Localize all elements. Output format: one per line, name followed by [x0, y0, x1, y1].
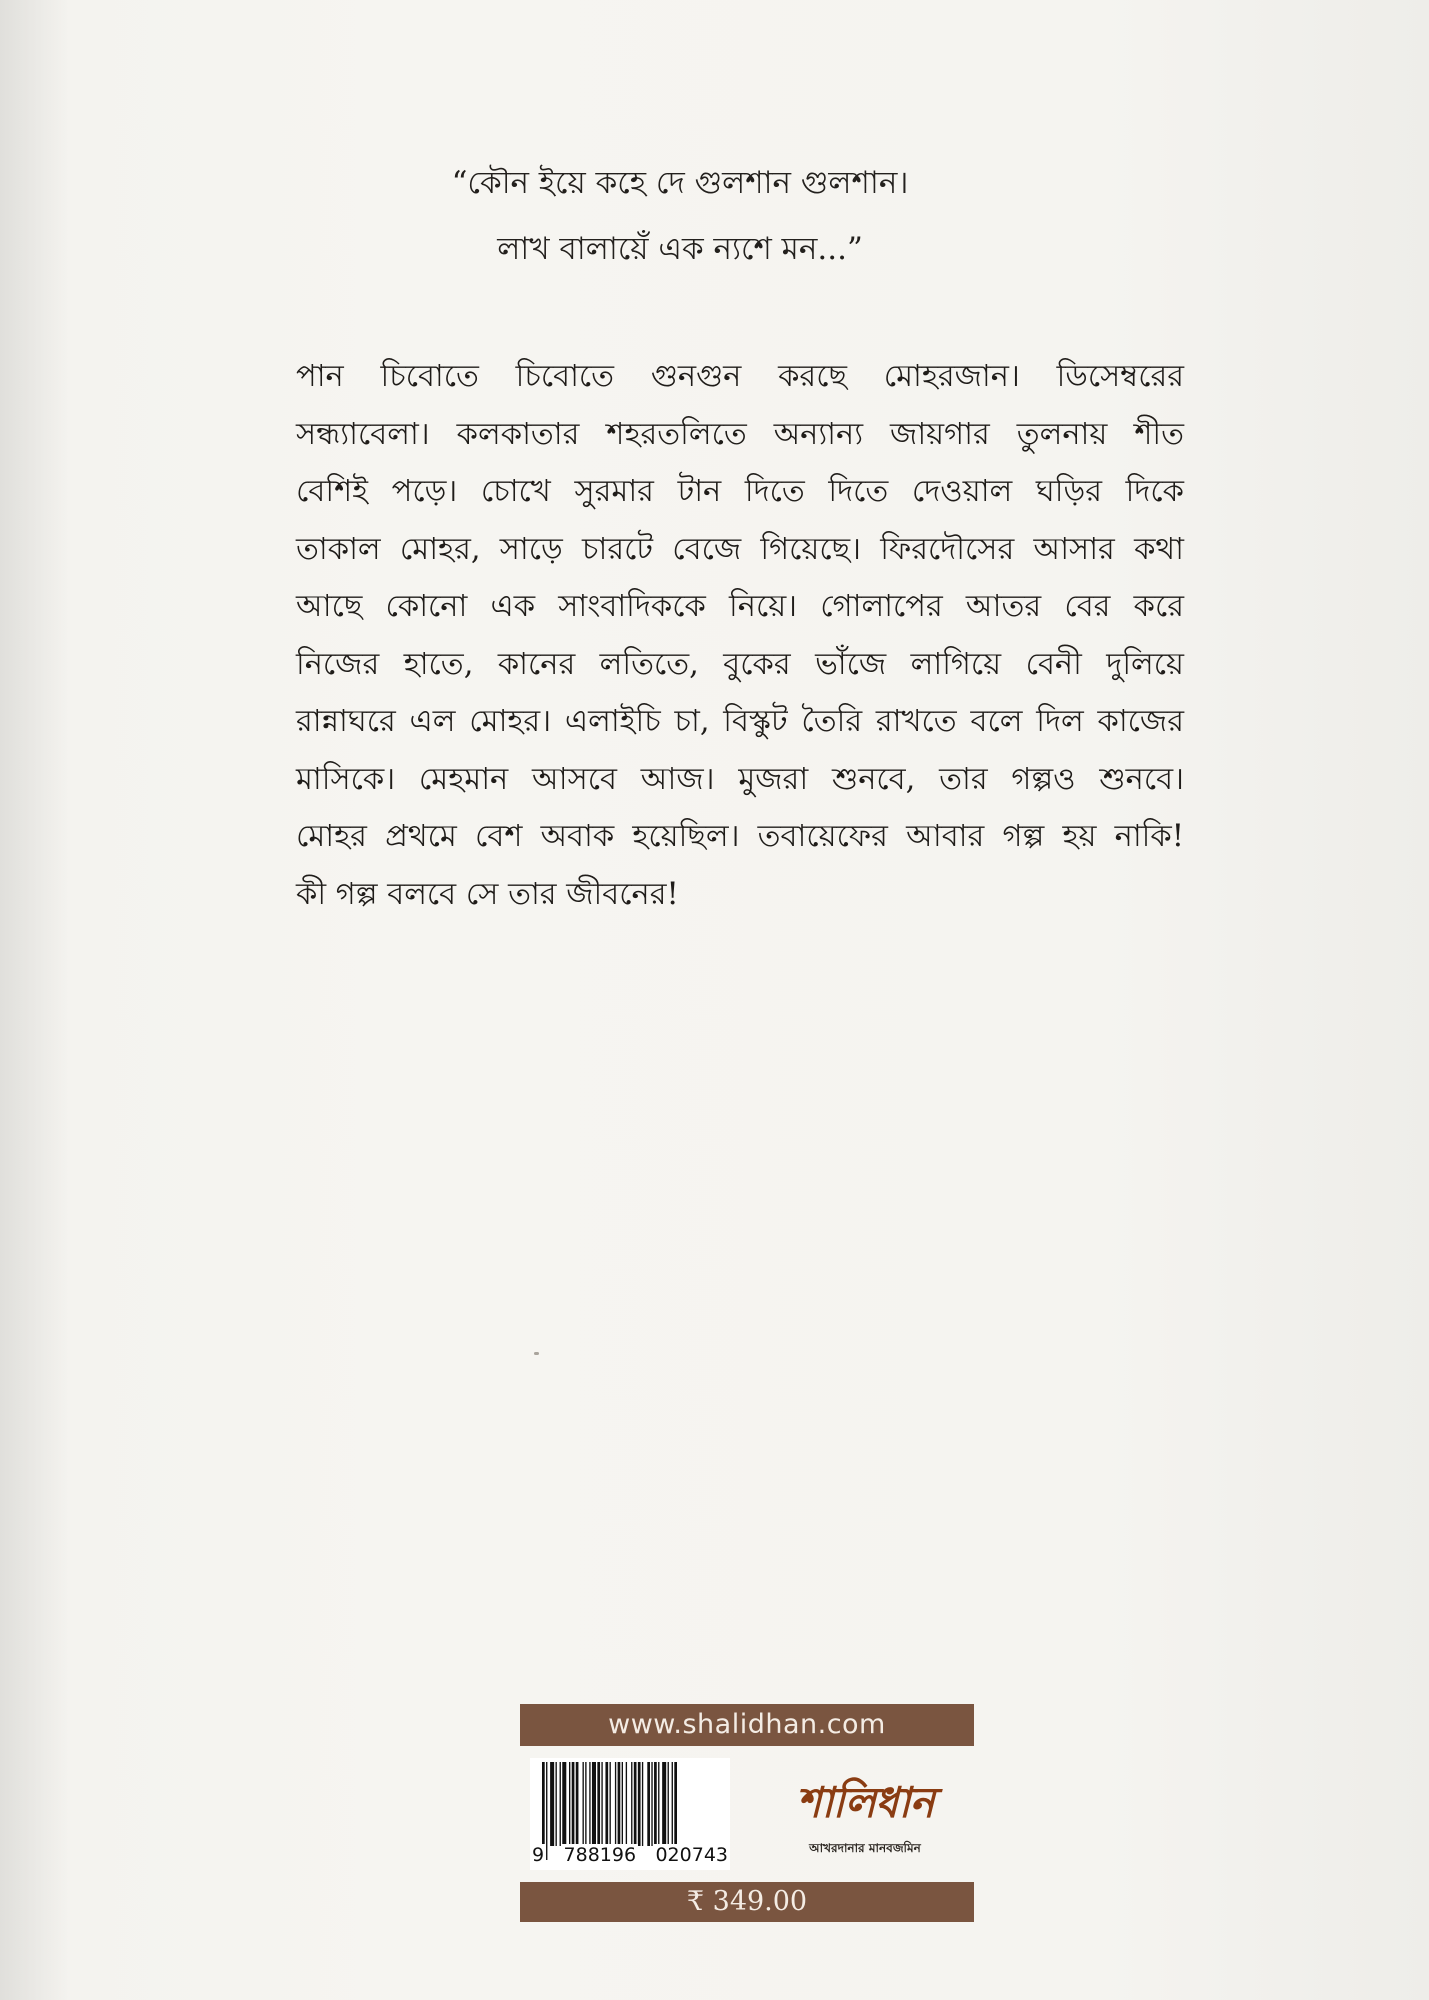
- isbn-barcode: [530, 1758, 730, 1870]
- barcode-bar: [569, 1762, 570, 1846]
- barcode-bar: [662, 1762, 666, 1846]
- barcode-bar: [618, 1762, 621, 1846]
- barcode-bar: [658, 1762, 659, 1846]
- barcode-bar: [562, 1762, 566, 1846]
- barcode-bar: [597, 1762, 600, 1846]
- blurb-line: নিজের হাতে, কানের লতিতে, বুকের ভাঁজে লাগিয়ে বেনী দুলিয়ে: [296, 646, 1184, 682]
- paper-speck: [534, 1352, 539, 1355]
- barcode-bar: [576, 1762, 579, 1846]
- blurb-line: রান্নাঘরে এল মোহর। এলাইচি চা, বিস্কুট তৈরি রাখতে বলে দিল কাজের: [296, 704, 1184, 739]
- barcode-bar: [626, 1762, 627, 1846]
- blurb-paragraph: [296, 348, 1184, 923]
- blurb-line: কী গল্প বলবে সে তার জীবনের!: [296, 876, 679, 912]
- barcode-bar: [601, 1762, 602, 1846]
- spine-shadow: [0, 0, 70, 2000]
- website-bar: www.shalidhan.com: [520, 1704, 974, 1746]
- barcode-bar: [634, 1762, 637, 1846]
- barcode-bar: [647, 1762, 650, 1846]
- isbn-number: [530, 1844, 730, 1866]
- isbn-digit-group: 9: [532, 1844, 545, 1866]
- price-bar: ₹ 349.00: [520, 1882, 974, 1922]
- blurb-line: বেশিই পড়ে। চোখে সুরমার টান দিতে দিতে দেওয়াল ঘড়ির দিকে: [296, 474, 1184, 509]
- barcode-bar: [592, 1762, 596, 1846]
- publisher-block: [520, 1704, 974, 1928]
- barcode-bar: [622, 1762, 623, 1846]
- barcode-bar: [560, 1762, 561, 1846]
- barcode-bar: [654, 1762, 657, 1846]
- barcode-bar: [642, 1762, 643, 1846]
- blurb-line: মাসিকে। মেহমান আসবে আজ। মুজরা শুনবে, তার গল্পও শুনবে।: [296, 761, 1184, 797]
- barcode-bar: [668, 1762, 669, 1846]
- blurb-line: আছে কোনো এক সাংবাদিককে নিয়ে। গোলাপের আতর বের করে: [296, 589, 1184, 624]
- blurb-line: সন্ধ্যাবেলা। কলকাতার শহরতলিতে অন্যান্য জায়গার তুলনায় শীত: [296, 416, 1184, 452]
- epigraph-line-1: “কৌন ইয়ে কহে দে গুলশান গুলশান।: [451, 165, 909, 201]
- publisher-tagline: আখরদানার মানবজমিন: [809, 1841, 921, 1855]
- publisher-logo-text: শালিধান: [796, 1778, 934, 1827]
- publisher-logo: [770, 1774, 960, 1864]
- barcode-bar: [651, 1762, 652, 1846]
- barcode-bar: [550, 1762, 554, 1846]
- barcode-bar: [615, 1762, 616, 1846]
- isbn-digit-group: 788196: [563, 1844, 637, 1866]
- barcode-bar: [631, 1762, 632, 1846]
- barcode-bar: [589, 1762, 590, 1846]
- epigraph: [300, 150, 1060, 282]
- barcode-bar: [583, 1762, 584, 1846]
- barcode-bar: [638, 1762, 641, 1846]
- blurb-line: পান চিবোতে চিবোতে গুনগুন করছে মোহরজান। ডিসেম্বরের: [296, 359, 1184, 394]
- barcode-bar: [572, 1762, 575, 1846]
- epigraph-line-2: লাখ বালায়েঁ এক ন্যশে মন...”: [497, 231, 863, 267]
- barcode-bar: [556, 1762, 557, 1846]
- barcode-bar: [585, 1762, 586, 1846]
- blurb-line: তাকাল মোহর, সাড়ে চারটে বেজে গিয়েছে। ফিরদৌসের আসার কথা: [296, 531, 1184, 567]
- barcode-bar: [605, 1762, 608, 1846]
- blurb-line: মোহর প্রথমে বেশ অবাক হয়েছিল। তবায়েফের আবার গল্প হয় নাকি!: [296, 819, 1184, 854]
- isbn-digit-group: 020743: [655, 1844, 728, 1866]
